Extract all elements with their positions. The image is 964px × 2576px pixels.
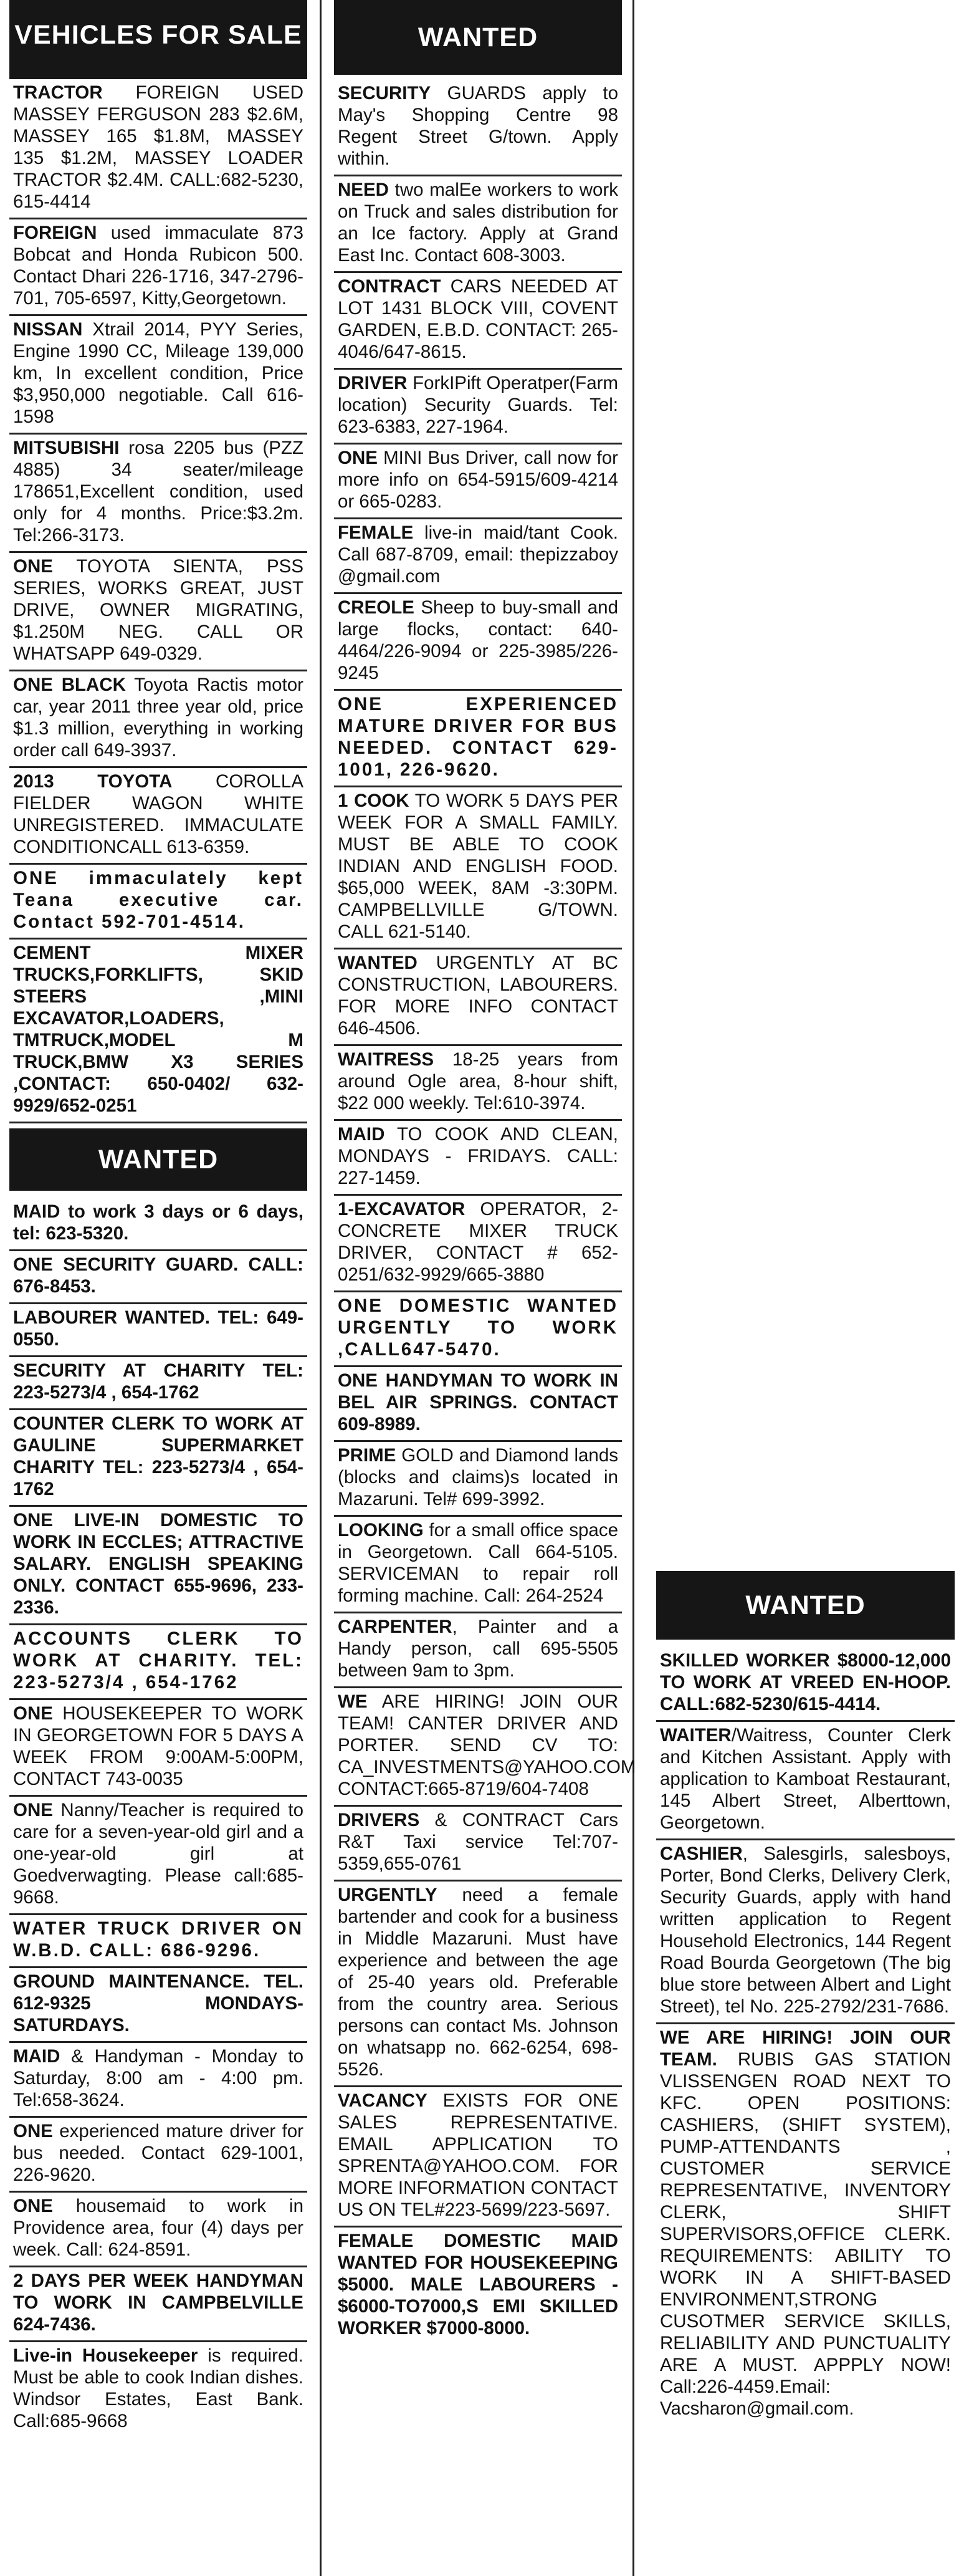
ad-body: MINI Bus Driver, call now for more info on 654-5915/609-4214 or 665-0283. bbox=[338, 448, 618, 512]
ad-lead: LABOURER WANTED. TEL: 649-0550. bbox=[13, 1307, 303, 1350]
ad-lead: WATER TRUCK DRIVER ON W.B.D. CALL: 686-9296. bbox=[13, 1918, 303, 1961]
classified-ad bbox=[334, 176, 622, 273]
ad-lead: PRIME bbox=[338, 1445, 396, 1466]
ad-body: , Painter and a Handy person, call 695-5505 between 9am to 3pm. bbox=[338, 1617, 618, 1681]
ad-body: experienced mature driver for bus needed. Contact 629-1001, 226-9620. bbox=[13, 2121, 303, 2185]
ad-lead: CONTRACT bbox=[338, 276, 441, 297]
ad-lead: FEMALE bbox=[338, 522, 414, 543]
column-divider-right bbox=[632, 0, 634, 2576]
classified-ad bbox=[9, 1357, 307, 1410]
classified-ad bbox=[9, 1507, 307, 1625]
classified-ad bbox=[334, 1807, 622, 1882]
ad-lead: ONE bbox=[13, 868, 59, 888]
classified-ad bbox=[656, 1647, 955, 1722]
ad-lead: CASHIER bbox=[660, 1843, 743, 1864]
ad-body: two malEe workers to work on Truck and sales distribution for an Ice factory. Apply at Grand East Inc. Contact 608-3003. bbox=[338, 180, 618, 266]
ad-body: URGENTLY AT BC CONSTRUCTION, LABOURERS. FOR MORE INFO CONTACT 646-4506. bbox=[338, 953, 618, 1039]
classified-ad bbox=[334, 1613, 622, 1688]
classified-ad bbox=[334, 370, 622, 445]
classified-ad bbox=[334, 1046, 622, 1121]
ad-body: CARS NEEDED AT LOT 1431 BLOCK VIII, COVENT GARDEN, E.B.D. CONTACT: 265-4046/647-8615. bbox=[338, 276, 618, 362]
classified-ad bbox=[9, 865, 307, 940]
ad-lead: 1-EXCAVATOR bbox=[338, 1199, 465, 1219]
ad-body: TOYOTA SIENTA, PSS SERIES, WORKS GREAT, JUST DRIVE, OWNER MIGRATING, $1.250M NEG. CALL OR WHATSAPP 649-0329. bbox=[13, 556, 303, 664]
classified-ad bbox=[334, 519, 622, 594]
ad-lead: FEMALE DOMESTIC MAID WANTED FOR HOUSEKEEPING $5000. MALE LABOURERS - $6000-TO7000,S EMI SKILLED WORKER $7000-8000. bbox=[338, 2231, 618, 2338]
ad-lead: SKILLED WORKER $8000-12,000 TO WORK AT VREED EN-HOOP. CALL:682-5230/615-4414. bbox=[660, 1650, 951, 1714]
ad-lead: WE ARE HIRING! JOIN OUR TEAM. bbox=[660, 2027, 951, 2070]
ad-lead: ONE SECURITY GUARD. CALL: 676-8453. bbox=[13, 1254, 303, 1297]
ad-lead: NISSAN bbox=[13, 319, 83, 340]
classified-ad bbox=[334, 949, 622, 1046]
ad-lead: 1 COOK bbox=[338, 791, 409, 811]
classified-ad bbox=[656, 1722, 955, 1840]
ad-lead: DRIVER bbox=[338, 373, 408, 393]
ad-lead: VACANCY bbox=[338, 2090, 427, 2111]
column-divider-left bbox=[320, 0, 322, 2576]
classified-ad bbox=[334, 1121, 622, 1196]
classified-ad bbox=[9, 1625, 307, 1700]
ad-lead: ONE DOMESTIC WANTED URGENTLY TO WORK ,CALL647-5470. bbox=[338, 1295, 618, 1360]
classified-ad bbox=[9, 1410, 307, 1507]
classified-ad bbox=[9, 768, 307, 865]
classified-ad bbox=[334, 2228, 622, 2344]
classified-ad bbox=[334, 1196, 622, 1292]
ad-lead: ONE bbox=[13, 1800, 53, 1820]
classified-ad bbox=[334, 273, 622, 370]
ad-lead: CARPENTER bbox=[338, 1617, 452, 1637]
classified-ad bbox=[9, 1968, 307, 2043]
ads-list-wanted-left bbox=[9, 1198, 307, 2437]
classified-ad bbox=[9, 671, 307, 768]
ads-list-wanted-right bbox=[656, 1647, 955, 2425]
classified-ad bbox=[9, 1797, 307, 1915]
ad-body: Toyota Ractis motor car, year 2011 three year old, price $1.3 million, everything in working order call 649-3937. bbox=[13, 675, 303, 761]
ad-body: EXISTS FOR ONE SALES REPRESENTATIVE. EMAIL APPLICATION TO SPRENTA@YAHOO.COM. FOR MORE INFORMATION CONTACT US ON TEL#223-5699/223-5697. bbox=[338, 2090, 618, 2220]
classified-ad bbox=[334, 80, 622, 176]
classified-ad bbox=[9, 1304, 307, 1357]
ads-list-wanted-middle bbox=[334, 80, 636, 2344]
ad-body: HOUSEKEEPER TO WORK IN GEORGETOWN FOR 5 DAYS A WEEK FROM 9:00AM-5:00PM, CONTACT 743-0035 bbox=[13, 1703, 303, 1789]
ad-lead: 2 DAYS PER WEEK HANDYMAN TO WORK IN CAMPBELVILLE 624-7436. bbox=[13, 2271, 303, 2335]
ad-body: ARE HIRING! JOIN OUR TEAM! CANTER DRIVER AND PORTER. SEND CV TO: CA_INVESTMENTS@YAHOO.COM CONTACT:665-8719/604-7408 bbox=[338, 1691, 636, 1799]
ad-lead: FOREIGN bbox=[13, 223, 97, 243]
ad-body: TO COOK AND CLEAN, MONDAYS - FRIDAYS. CALL: 227-1459. bbox=[338, 1124, 618, 1188]
ad-body: , Salesgirls, salesboys, Porter, Bond Clerks, Delivery Clerk, Security Guards, apply with hand written application to Regent Household Electronics, 144 Regent Road Bourda Georgetown (The big blue store between Albert and Light Street), tel No. 225-2792/231-7686. bbox=[660, 1843, 951, 2017]
ad-body: need a female bartender and cook for a business in Middle Mazaruni. Must have experience and between the age of 25-40 years old. Preferable from the country area. Serious persons can contact Ms. Johnson on whatsapp no. 662-6254, 698-5526. bbox=[338, 1885, 618, 2080]
ad-lead: GROUND MAINTENANCE. TEL. 612-9325 MONDAYS-SATURDAYS. bbox=[13, 1971, 303, 2035]
classified-ad bbox=[334, 594, 622, 691]
classified-ad bbox=[334, 445, 622, 519]
ad-lead: ONE bbox=[13, 2121, 53, 2141]
classified-ad bbox=[334, 1688, 636, 1807]
ad-lead: ONE bbox=[13, 2196, 53, 2216]
classified-ad bbox=[334, 1517, 622, 1613]
ad-body: COROLLA FIELDER WAGON WHITE UNREGISTERED. IMMACULATE CONDITIONCALL 613-6359. bbox=[13, 771, 304, 857]
classified-ad bbox=[9, 2193, 307, 2267]
ad-lead: MITSUBISHI bbox=[13, 438, 120, 458]
ad-body: Sheep to buy-small and large flocks, contact: 640-4464/226-9094 or 225-3985/226-9245 bbox=[338, 597, 618, 683]
ad-body: & Handyman - Monday to Saturday, 8:00 am - 4:00 pm. Tel:658-3624. bbox=[13, 2046, 303, 2110]
classified-ad bbox=[334, 1442, 622, 1517]
classified-ad bbox=[9, 1915, 307, 1968]
column-wanted-right bbox=[656, 1571, 955, 2425]
ad-lead: COUNTER CLERK TO WORK AT GAULINE SUPERMARKET CHARITY TEL: 223-5273/4 , 654-1762 bbox=[13, 1413, 303, 1499]
ad-lead: MAID to work 3 days or 6 days, tel: 623-5320. bbox=[13, 1201, 303, 1244]
classified-ad bbox=[334, 1367, 622, 1442]
ad-body: OPERATOR, 2- CONCRETE MIXER TRUCK DRIVER, CONTACT # 652-0251/632-9929/665-3880 bbox=[338, 1199, 618, 1285]
classified-ad bbox=[9, 1198, 307, 1251]
ad-lead: ACCOUNTS CLERK TO WORK AT CHARITY. TEL: 223-5273/4 , 654-1762 bbox=[13, 1628, 303, 1693]
ad-lead: Live-in Housekeeper bbox=[13, 2345, 198, 2366]
ad-lead: LOOKING bbox=[338, 1520, 424, 1540]
ad-body: FOREIGN USED MASSEY FERGUSON 283 $2.6M, MASSEY 165 $1.8M, MASSEY 135 $1.2M, MASSEY LOADER TRACTOR $2.4M. CALL:682-5230, 615-4414 bbox=[13, 82, 303, 212]
classified-ad bbox=[9, 435, 307, 553]
ad-lead: URGENTLY bbox=[338, 1885, 437, 1905]
ad-body: /Waitress, Counter Clerk and Kitchen Assistant. Apply with application to Kamboat Restaurant, 145 Albert Street, Alberttown, Georgetown. bbox=[660, 1725, 951, 1833]
ad-lead: SECURITY AT CHARITY TEL: 223-5273/4 , 654-1762 bbox=[13, 1360, 303, 1403]
ad-lead: MAID bbox=[13, 2046, 60, 2067]
ad-lead: NEED bbox=[338, 180, 389, 200]
ad-lead: ONE bbox=[13, 556, 53, 577]
classified-ad bbox=[9, 2043, 307, 2118]
ad-lead: 2013 TOYOTA bbox=[13, 771, 173, 792]
classified-ad bbox=[334, 691, 622, 787]
ad-lead: WAITER bbox=[660, 1725, 732, 1746]
ad-lead: CEMENT MIXER TRUCKS,FORKLIFTS, SKID STEERS ,MINI EXCAVATOR,LOADERS, TMTRUCK,MODEL M TRUCK,BMW X3 SERIES ,CONTACT: 650-0402/ 632-9929/652-0251 bbox=[13, 943, 303, 1116]
ad-lead: ONE bbox=[13, 1703, 53, 1724]
ad-lead: ONE bbox=[338, 448, 378, 468]
ad-lead: ONE EXPERIENCED MATURE DRIVER FOR BUS NEEDED. CONTACT 629-1001, 226-9620. bbox=[338, 694, 618, 780]
ads-list-vehicles bbox=[9, 79, 307, 1123]
classified-ad bbox=[656, 2024, 955, 2425]
ad-body: immaculately kept Teana executive car. Contact 592-701-4514. bbox=[13, 868, 303, 932]
classified-ad bbox=[9, 1700, 307, 1797]
classified-ad bbox=[9, 316, 307, 435]
ad-lead: WAITRESS bbox=[338, 1049, 434, 1070]
ad-body: Nanny/Teacher is required to care for a seven-year-old girl and a one-year-old girl at Goedverwagting. Please call:685-9668. bbox=[13, 1800, 303, 1908]
ad-body: ForkIPift Operatper(Farm location) Security Guards. Tel: 623-6383, 227-1964. bbox=[338, 373, 618, 437]
ad-lead: MAID bbox=[338, 1124, 385, 1145]
ad-body: GUARDS apply to May's Shopping Centre 98 Regent Street G/town. Apply within. bbox=[338, 83, 618, 169]
classified-ad bbox=[9, 2342, 307, 2437]
section-header-vehicles: VEHICLES FOR SALE bbox=[9, 0, 307, 79]
ad-lead: WE bbox=[338, 1691, 368, 1712]
classified-ad bbox=[656, 1840, 955, 2024]
ad-lead: ONE BLACK bbox=[13, 675, 126, 695]
ad-body: Xtrail 2014, PYY Series, Engine 1990 CC, Mileage 139,000 km, In excellent condition, Price $3,950,000 negotiable. Call 616-1598 bbox=[13, 319, 303, 427]
classified-ad bbox=[334, 2087, 622, 2228]
classified-ad bbox=[334, 1882, 622, 2087]
ad-body: used immaculate 873 Bobcat and Honda Rubicon 500. Contact Dhari 226-1716, 347-2796-701, 705-6597, Kitty,Georgetown. bbox=[13, 223, 303, 309]
classified-ad bbox=[9, 1251, 307, 1304]
classified-ad bbox=[334, 1292, 622, 1367]
ad-body: rosa 2205 bus (PZZ 4885) 34 seater/mileage 178651,Excellent condition, used only for 4 months. Price:$3.2m. Tel:266-3173. bbox=[13, 438, 303, 545]
ad-lead: ONE HANDYMAN TO WORK IN BEL AIR SPRINGS. CONTACT 609-8989. bbox=[338, 1370, 618, 1435]
classified-ad bbox=[9, 2118, 307, 2193]
ad-body: 18-25 years from around Ogle area, 8-hour shift, $22 000 weekly. Tel:610-3974. bbox=[338, 1049, 618, 1113]
classified-ad bbox=[9, 219, 307, 316]
classified-ad bbox=[9, 553, 307, 671]
ad-body: RUBIS GAS STATION VLISSENGEN ROAD NEXT TO KFC. OPEN POSITIONS: CASHIERS, (SHIFT SYSTEM), PUMP-ATTENDANTS , CUSTOMER SERVICE REPRESENTATIVE, INVENTORY CLERK, SHIFT SUPERVISORS,OFFICE CLERK. REQUIREMENTS: ABILITY TO WORK IN A SHIFT-BASED ENVIRONMENT,STRONG CUSOTMER SERVICE SKILLS, RELIABILITY AND PUNCTUALITY ARE A MUST. APPPLY NOW! Call:226-4459.Email: Vacsharon@gmail.com. bbox=[660, 2049, 951, 2419]
ad-body: for a small office space in Georgetown. Call 664-5105. SERVICEMAN to repair roll forming machine. Call: 264-2524 bbox=[338, 1520, 618, 1606]
classified-ad bbox=[334, 787, 622, 949]
classified-ad bbox=[9, 940, 307, 1123]
classified-ad bbox=[9, 2267, 307, 2342]
ad-body: housemaid to work in Providence area, four (4) days per week. Call: 624-8591. bbox=[13, 2196, 303, 2260]
section-header-wanted-middle: WANTED bbox=[334, 0, 622, 75]
ad-body: live-in maid/tant Cook. Call 687-8709, email: thepizzaboy @gmail.com bbox=[338, 522, 618, 587]
ad-lead: TRACTOR bbox=[13, 82, 103, 103]
ad-body: is required. Must be able to cook Indian dishes. Windsor Estates, East Bank. Call:685-9668 bbox=[13, 2345, 303, 2431]
ad-body: TO WORK 5 DAYS PER WEEK FOR A SMALL FAMILY. MUST BE ABLE TO COOK INDIAN AND ENGLISH FOOD. $65,000 WEEK, 8AM -3:30PM. CAMPBELLVILLE G/TOWN. CALL 621-5140. bbox=[338, 791, 618, 942]
ad-body: GOLD and Diamond lands (blocks and claims)s located in Mazaruni. Tel# 699-3992. bbox=[338, 1445, 618, 1509]
classified-ad bbox=[9, 79, 307, 219]
ad-body: & CONTRACT Cars R&T Taxi service Tel:707-5359,655-0761 bbox=[338, 1810, 618, 1874]
ad-lead: WANTED bbox=[338, 953, 418, 973]
ad-lead: ONE LIVE-IN DOMESTIC TO WORK IN ECCLES; ATTRACTIVE SALARY. ENGLISH SPEAKING ONLY. CONTACT 655-9696, 233-2336. bbox=[13, 1510, 303, 1618]
section-header-wanted-left: WANTED bbox=[9, 1128, 307, 1191]
ad-lead: CREOLE bbox=[338, 597, 414, 618]
section-header-wanted-right: WANTED bbox=[656, 1571, 955, 1640]
ad-lead: SECURITY bbox=[338, 83, 431, 103]
column-wanted-middle bbox=[334, 0, 636, 2344]
ad-lead: DRIVERS bbox=[338, 1810, 420, 1830]
column-vehicles bbox=[9, 0, 307, 2437]
